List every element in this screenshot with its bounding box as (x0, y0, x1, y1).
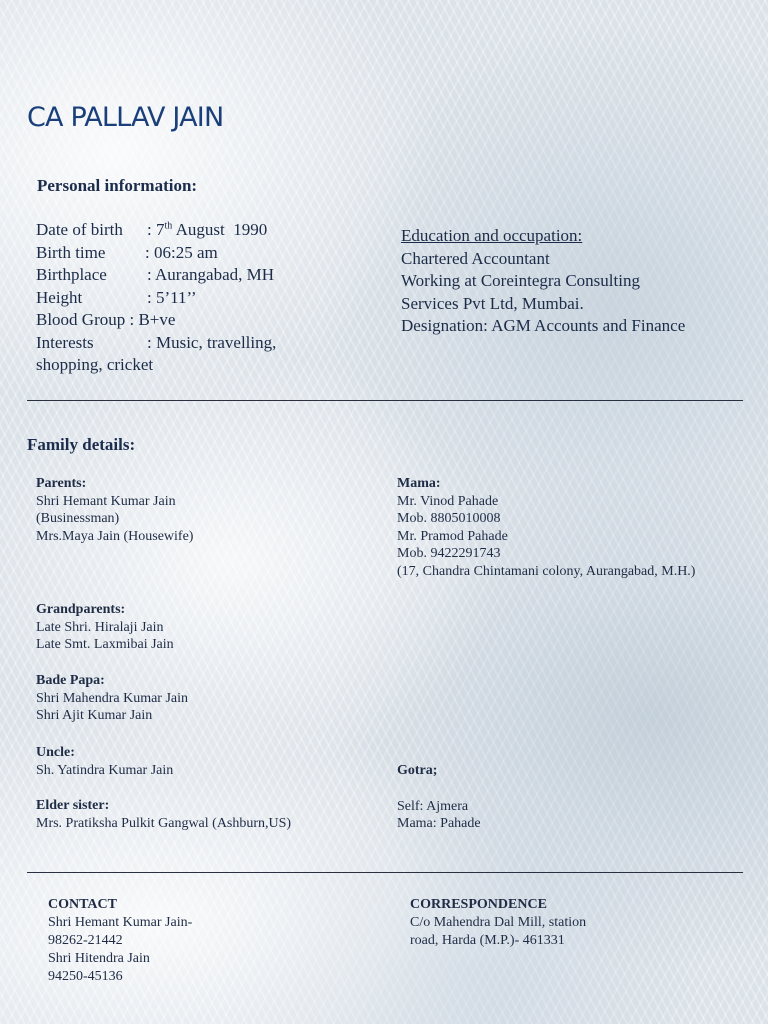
correspondence-section (410, 896, 740, 950)
page-title: CA PALLAV JAIN (27, 102, 224, 133)
divider (27, 400, 743, 401)
divider (27, 872, 743, 873)
education-heading: Education and occupation: (401, 226, 583, 245)
contact-line: 94250-45136 (48, 969, 123, 984)
contact-line: Shri Hitendra Jain (48, 951, 150, 966)
grandparents-line: Late Smt. Laxmibai Jain (36, 637, 174, 652)
dob-prefix: : 7 (147, 220, 165, 239)
correspondence-heading: CORRESPONDENCE (410, 897, 547, 912)
elder-sister-heading: Elder sister: (36, 798, 110, 813)
dob-rest: August 1990 (172, 220, 268, 239)
contact-section (48, 896, 348, 986)
gotra-heading: Gotra; (397, 763, 438, 778)
parents-line: Shri Hemant Kumar Jain (36, 493, 176, 509)
height-label: Height (36, 287, 83, 307)
education-line: Designation: AGM Accounts and Finance (401, 316, 686, 335)
correspondence-line: road, Harda (M.P.)- 461331 (410, 933, 565, 948)
height-row (36, 287, 336, 310)
personal-info-heading: Personal information: (37, 176, 198, 195)
education-block (401, 225, 761, 338)
uncle-section (36, 744, 376, 779)
parents-section (36, 475, 376, 545)
parents-line: Mrs.Maya Jain (Housewife) (36, 528, 194, 544)
gotra-spacer (397, 780, 737, 798)
elder-sister-section (36, 797, 376, 832)
gotra-line: Mama: Pahade (397, 816, 481, 831)
family-details-heading: Family details: (27, 435, 136, 454)
education-line: Chartered Accountant (401, 248, 550, 268)
gotra-line: Self: Ajmera (397, 798, 469, 814)
parents-heading: Parents: (36, 476, 87, 491)
birth-time-row (36, 242, 336, 265)
mama-line: Mob. 9422291743 (397, 546, 501, 561)
elder-sister-line: Mrs. Pratiksha Pulkit Gangwal (Ashburn,US) (36, 815, 292, 831)
correspondence-line: C/o Mahendra Dal Mill, station (410, 915, 587, 930)
grandparents-heading: Grandparents: (36, 602, 126, 617)
parents-line: (Businessman) (36, 511, 120, 526)
birthplace-value: : Aurangabad, MH (147, 265, 275, 284)
mama-line: (17, Chandra Chintamani colony, Aurangabad, M.H.) (397, 563, 696, 579)
height-value: : 5’11’’ (147, 287, 197, 307)
interests-label: Interests (36, 332, 94, 352)
birth-time-label: Birth time (36, 242, 106, 262)
interests-row (36, 332, 336, 355)
bade-papa-heading: Bade Papa: (36, 673, 105, 688)
personal-info-block (36, 219, 336, 377)
grandparents-section (36, 601, 376, 654)
interests-value: : Music, travelling, (147, 332, 277, 352)
mama-section (397, 475, 762, 580)
bade-papa-line: Shri Ajit Kumar Jain (36, 708, 153, 723)
dob-row (36, 219, 336, 242)
dob-label: Date of birth (36, 220, 123, 239)
mama-line: Mr. Vinod Pahade (397, 493, 499, 509)
education-line: Working at Coreintegra Consulting (401, 271, 640, 290)
mama-heading: Mama: (397, 476, 441, 491)
bade-papa-section (36, 672, 376, 725)
birthplace-row (36, 264, 336, 287)
gotra-section (397, 762, 737, 833)
blood-group-value: : B+ve (129, 310, 176, 329)
mama-line: Mr. Pramod Pahade (397, 528, 508, 544)
uncle-line: Sh. Yatindra Kumar Jain (36, 762, 174, 778)
interests-continued: shopping, cricket (36, 355, 154, 374)
grandparents-line: Late Shri. Hiralaji Jain (36, 619, 164, 635)
birth-time-value: : 06:25 am (145, 242, 218, 262)
uncle-heading: Uncle: (36, 745, 75, 760)
dob-suffix: th (164, 220, 173, 232)
birthplace-label: Birthplace (36, 265, 107, 284)
contact-line: 98262-21442 (48, 933, 123, 948)
education-line: Services Pvt Ltd, Mumbai. (401, 293, 584, 313)
contact-heading: CONTACT (48, 897, 117, 912)
mama-line: Mob. 8805010008 (397, 511, 501, 526)
contact-line: Shri Hemant Kumar Jain- (48, 915, 193, 930)
blood-group-label: Blood Group (36, 310, 126, 329)
bade-papa-line: Shri Mahendra Kumar Jain (36, 690, 189, 706)
blood-group-row (36, 309, 336, 332)
